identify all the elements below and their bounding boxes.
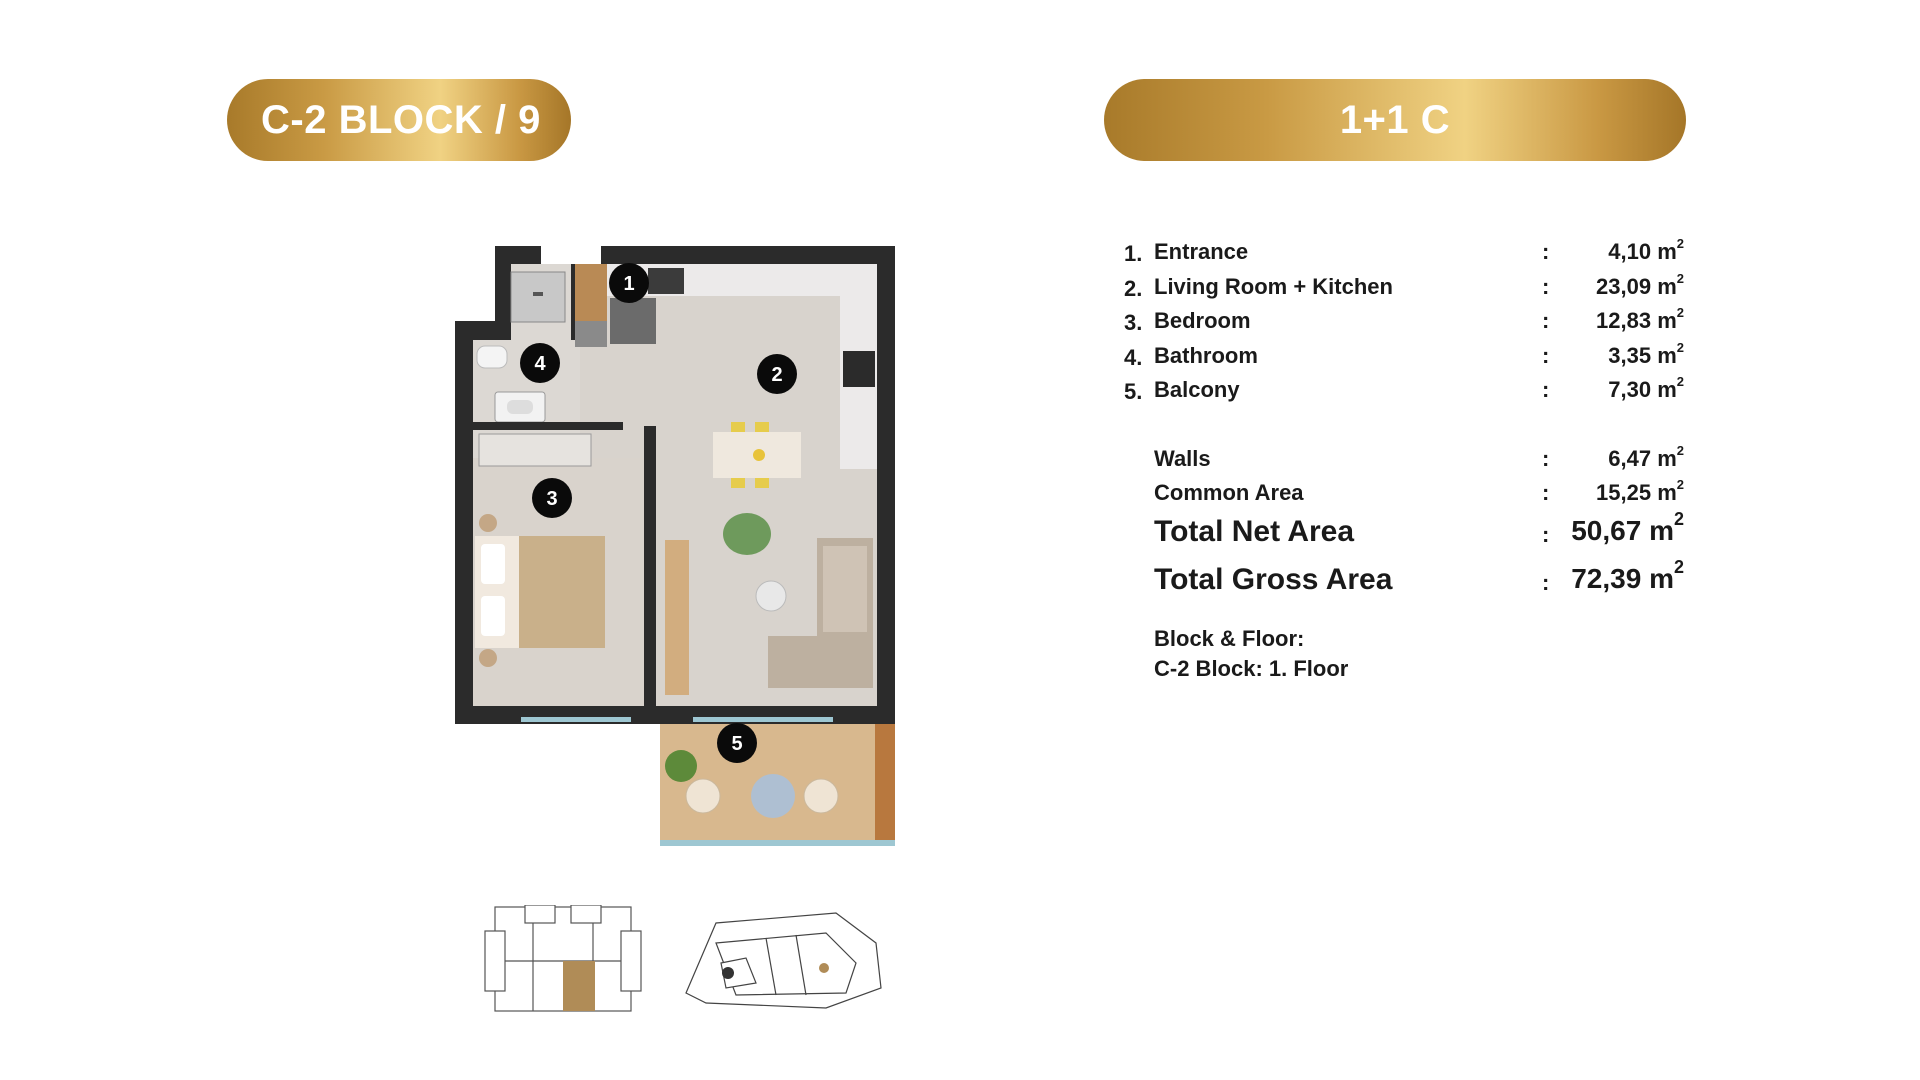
unit-type-label: 1+1 C: [1339, 97, 1451, 142]
room-area: 12,83 $m^2$: [1596, 305, 1684, 333]
separator: :: [1542, 273, 1550, 299]
total-net-area-label: Total Net Area: [1154, 514, 1355, 548]
room-number: 5.: [1124, 379, 1143, 404]
unit-type-badge: [1104, 79, 1686, 161]
room-marker-2-label: 2: [771, 364, 783, 386]
room-name: Living Room + Kitchen: [1154, 273, 1393, 299]
room-area: 7,30 $m^2$: [1608, 374, 1684, 402]
separator: :: [1542, 521, 1550, 547]
room-marker-1-label: 1: [623, 273, 635, 295]
total-gross-area-value: 72,39 $m^2$: [1571, 556, 1684, 594]
walls-row: [1124, 443, 1684, 478]
coffee-table: [756, 581, 786, 611]
separator: :: [1542, 569, 1550, 595]
walls-label: Walls: [1154, 445, 1211, 471]
common-area-row: [1124, 477, 1684, 512]
total-net-area-value: 50,67 $m^2$: [1571, 508, 1684, 546]
room-area: 23,09 $m^2$: [1596, 270, 1684, 299]
block-key-plan: [483, 905, 643, 1015]
room-marker-5: [717, 723, 757, 763]
spacer: [1124, 409, 1684, 443]
site-key-plan: [676, 903, 886, 1011]
tv-console: [665, 540, 689, 695]
balcony: [660, 724, 895, 846]
room-row: [1124, 236, 1684, 271]
separator: :: [1542, 480, 1550, 505]
bedroom-wall: [473, 422, 623, 430]
room-row: [1124, 305, 1684, 340]
room-name: Entrance: [1154, 239, 1249, 264]
separator: :: [1542, 377, 1550, 402]
separator: :: [1542, 445, 1550, 471]
site-highlight: [819, 963, 829, 973]
room-row: [1124, 374, 1684, 409]
highlighted-unit: [563, 961, 595, 1011]
bed: [475, 514, 605, 667]
floor-plan: [455, 246, 895, 846]
room-marker-3: [532, 478, 572, 518]
room-name: Bathroom: [1154, 342, 1258, 368]
room-number: 1.: [1124, 241, 1143, 266]
total-gross-area-row: [1124, 556, 1684, 608]
block-number-badge: [227, 79, 571, 161]
room-row: [1124, 340, 1684, 375]
room-marker-4-label: 4: [534, 353, 546, 375]
separator: :: [1542, 342, 1550, 368]
room-marker-5-label: 5: [731, 733, 743, 755]
separator: :: [1542, 239, 1550, 264]
armchair: [723, 513, 771, 555]
common-area-label: Common Area: [1154, 480, 1304, 505]
block-floor-title: Block & Floor:: [1154, 625, 1305, 651]
room-number: 3.: [1124, 310, 1143, 335]
total-gross-area-label: Total Gross Area: [1154, 562, 1393, 596]
room-number: 4.: [1124, 344, 1143, 370]
wardrobe: [479, 434, 591, 466]
room-marker-4: [520, 343, 560, 383]
room-marker-2: [757, 354, 797, 394]
block-number-label: C-2 BLOCK / 9: [261, 97, 541, 142]
room-marker-3-label: 3: [546, 488, 558, 510]
walls-area: 6,47 $m^2$: [1608, 442, 1684, 471]
total-net-area-row: [1124, 508, 1684, 560]
partition-wall: [644, 426, 656, 706]
room-area: 3,35 $m^2$: [1608, 339, 1684, 368]
room-row: [1124, 271, 1684, 306]
room-marker-1: [609, 263, 649, 303]
room-number: 2.: [1124, 275, 1143, 301]
area-specs: [1124, 236, 1684, 684]
block-floor-value: C-2 Block: 1. Floor: [1154, 655, 1349, 681]
room-name: Bedroom: [1154, 308, 1251, 333]
site-marker: [722, 967, 734, 979]
common-area-value: 15,25 $m^2$: [1596, 477, 1684, 505]
separator: :: [1542, 308, 1550, 333]
block-floor-info: [1124, 624, 1684, 684]
room-area: 4,10 $m^2$: [1608, 236, 1684, 264]
room-name: Balcony: [1154, 377, 1240, 402]
